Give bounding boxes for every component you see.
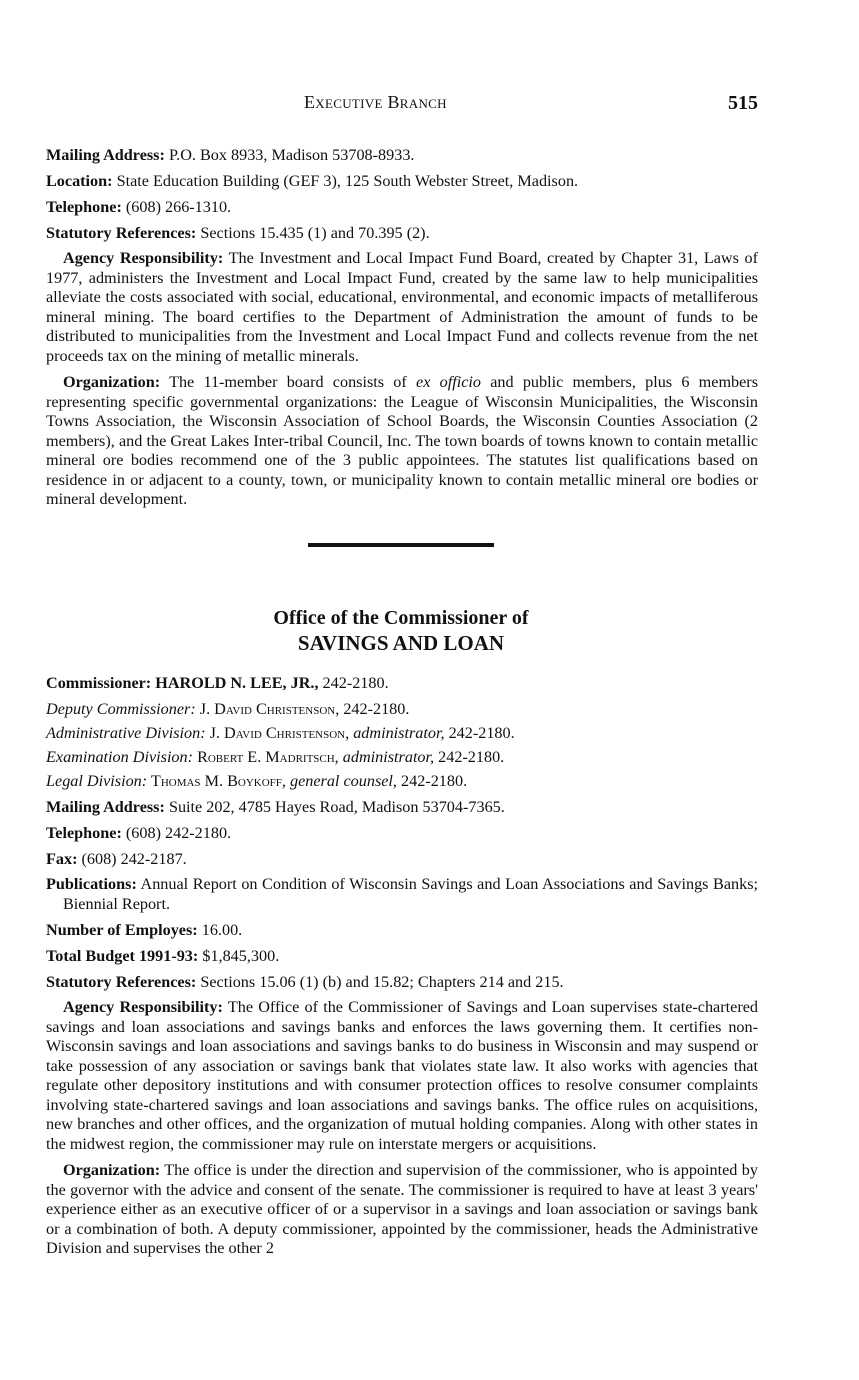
section-divider (308, 543, 494, 547)
staff-phone: 242-2180. (396, 772, 468, 790)
staff-title: administrator, (338, 748, 435, 766)
staff-name: Thomas M. Boykoff, (147, 772, 286, 790)
office-mailing-address (46, 797, 758, 817)
label: Agency Responsibility: (63, 998, 223, 1016)
page-number: 515 (728, 92, 758, 114)
label: Telephone: (46, 824, 122, 842)
staff-phone: 242-2180. (444, 724, 515, 742)
staff-phone: 242-2180. (434, 748, 505, 766)
board-statutory-references (46, 223, 758, 243)
running-head (0, 92, 859, 116)
staff-phone: 242-2180. (339, 700, 410, 718)
paragraph-text: and public members, plus 6 members representing specific governmental organizations: the League of Wisconsin Municipalities, the Wisconsin Towns Association, the Wisconsin Association of School Boards, the Wisconsin Counties Association (2 members), and the Great Lakes Inter-tribal Council, Inc. The town boards of towns known to contain metallic mineral ore bodies recommend one of the 3 public appointees. The statutes list qualifications based on residence in or adjacent to a county, town, or municipality known to contain metallic mineral ore bodies or mineral development. (46, 373, 758, 508)
italic-term: ex officio (416, 373, 481, 391)
value: P.O. Box 8933, Madison 53708-8933. (164, 146, 415, 164)
office-organization (46, 1161, 758, 1259)
staff-role: Administrative Division: (46, 724, 206, 742)
board-telephone (46, 197, 758, 217)
staff-role: Legal Division: (46, 772, 148, 790)
staff-role: Deputy Commissioner: (46, 700, 196, 718)
board-location (46, 171, 758, 191)
board-mailing-address (46, 145, 758, 165)
commissioner-line (46, 673, 758, 693)
staff-name: J. David Christenson, (195, 700, 340, 718)
value: State Education Building (GEF 3), 125 South Webster Street, Madison. (112, 172, 579, 190)
staff-name: Robert E. Madritsch, (193, 748, 339, 766)
board-section (46, 145, 758, 517)
office-heading-line2: SAVINGS AND LOAN (297, 631, 505, 655)
value: 16.00. (197, 921, 243, 939)
office-employees (46, 920, 758, 940)
label: Total Budget 1991-93: (46, 947, 199, 965)
label: Location: (46, 172, 113, 190)
office-fax (46, 849, 758, 869)
value: (608) 242-2180. (121, 824, 232, 842)
label: Organization: (63, 1161, 161, 1179)
staff-name: J. David Christenson, (205, 724, 350, 742)
staff-entry (46, 723, 758, 743)
office-agency-responsibility (46, 998, 758, 1154)
value: Suite 202, 4785 Hayes Road, Madison 53704-7365. (164, 798, 505, 816)
running-title: Executive Branch (304, 92, 447, 112)
paragraph-text: The Office of the Commissioner of Savings and Loan supervises state-chartered savings and loan associations and savings banks and enforces the laws governing them. It certifies non-Wisconsin savings and loan associations and savings banks to do business in Wisconsin and may suspend or take possession of any association or savings bank that violates state law. It also works with agencies that regulate other depository institutions and with consumer protection offices to resolve consumer complaints involving state-chartered savings and loan associations and savings banks. The office rules on acquisitions, new branches and other offices, and the organization of mutual holding companies. Along with other states in the midwest region, the commissioner may rule on interstate mergers or acquisitions. (46, 998, 758, 1153)
value: (608) 266-1310. (121, 198, 232, 216)
paragraph-text: The Investment and Local Impact Fund Board, created by Chapter 31, Laws of 1977, administers the Investment and Local Impact Fund, created by the same law to help municipalities alleviate the costs associated with social, educational, environmental, and economic impacts of metalliferous mineral mining. The board certifies to the Department of Administration the amount of funds to be distributed to municipalities from the Investment and Local Impact Fund and collects revenue from the net proceeds tax on the mining of metallic minerals. (46, 249, 758, 365)
label: Statutory References: (46, 973, 197, 991)
label: Fax: (46, 850, 78, 868)
label: Mailing Address: (46, 798, 165, 816)
staff-title: general counsel, (285, 772, 397, 790)
label: Statutory References: (46, 224, 197, 242)
label: Commissioner: (46, 674, 152, 692)
staff-role: Examination Division: (46, 748, 194, 766)
label: Mailing Address: (46, 146, 165, 164)
staff-entry (46, 747, 758, 767)
staff-entry (46, 771, 758, 791)
office-heading (0, 606, 802, 656)
office-budget (46, 946, 758, 966)
label: Number of Employes: (46, 921, 198, 939)
commissioner-phone: 242-2180. (318, 674, 389, 692)
office-section (46, 673, 758, 1266)
office-statutory-references (46, 972, 758, 992)
staff-entry (46, 699, 758, 719)
paragraph-text: The office is under the direction and supervision of the commissioner, who is appointed by the governor with the advice and consent of the senate. The commissioner is required to have at least 3 years' experience either as an executive officer of or a supervisor in a savings and loan association or savings bank or a combination of both. A deputy commissioner, appointed by the commissioner, heads the Administrative Division and supervises the other 2 (46, 1161, 758, 1257)
label: Agency Responsibility: (63, 249, 224, 267)
label: Telephone: (46, 198, 122, 216)
staff-title: administrator, (349, 724, 445, 742)
office-heading-line1: Office of the Commissioner of (273, 607, 529, 629)
office-telephone (46, 823, 758, 843)
value: (608) 242-2187. (77, 850, 187, 868)
board-agency-responsibility (46, 249, 758, 366)
paragraph-text: The 11-member board consists of (160, 373, 417, 391)
office-publications (46, 875, 758, 914)
value: Sections 15.435 (1) and 70.395 (2). (196, 224, 430, 242)
label: Organization: (63, 373, 161, 391)
commissioner-name: HAROLD N. LEE, JR., (151, 674, 319, 692)
board-organization (46, 373, 758, 510)
label: Publications: (46, 875, 137, 893)
value: Sections 15.06 (1) (b) and 15.82; Chapters 214 and 215. (196, 973, 564, 991)
value: $1,845,300. (198, 947, 280, 965)
value: Annual Report on Condition of Wisconsin Savings and Loan Associations and Savings Banks; Biennial Report. (63, 875, 758, 913)
